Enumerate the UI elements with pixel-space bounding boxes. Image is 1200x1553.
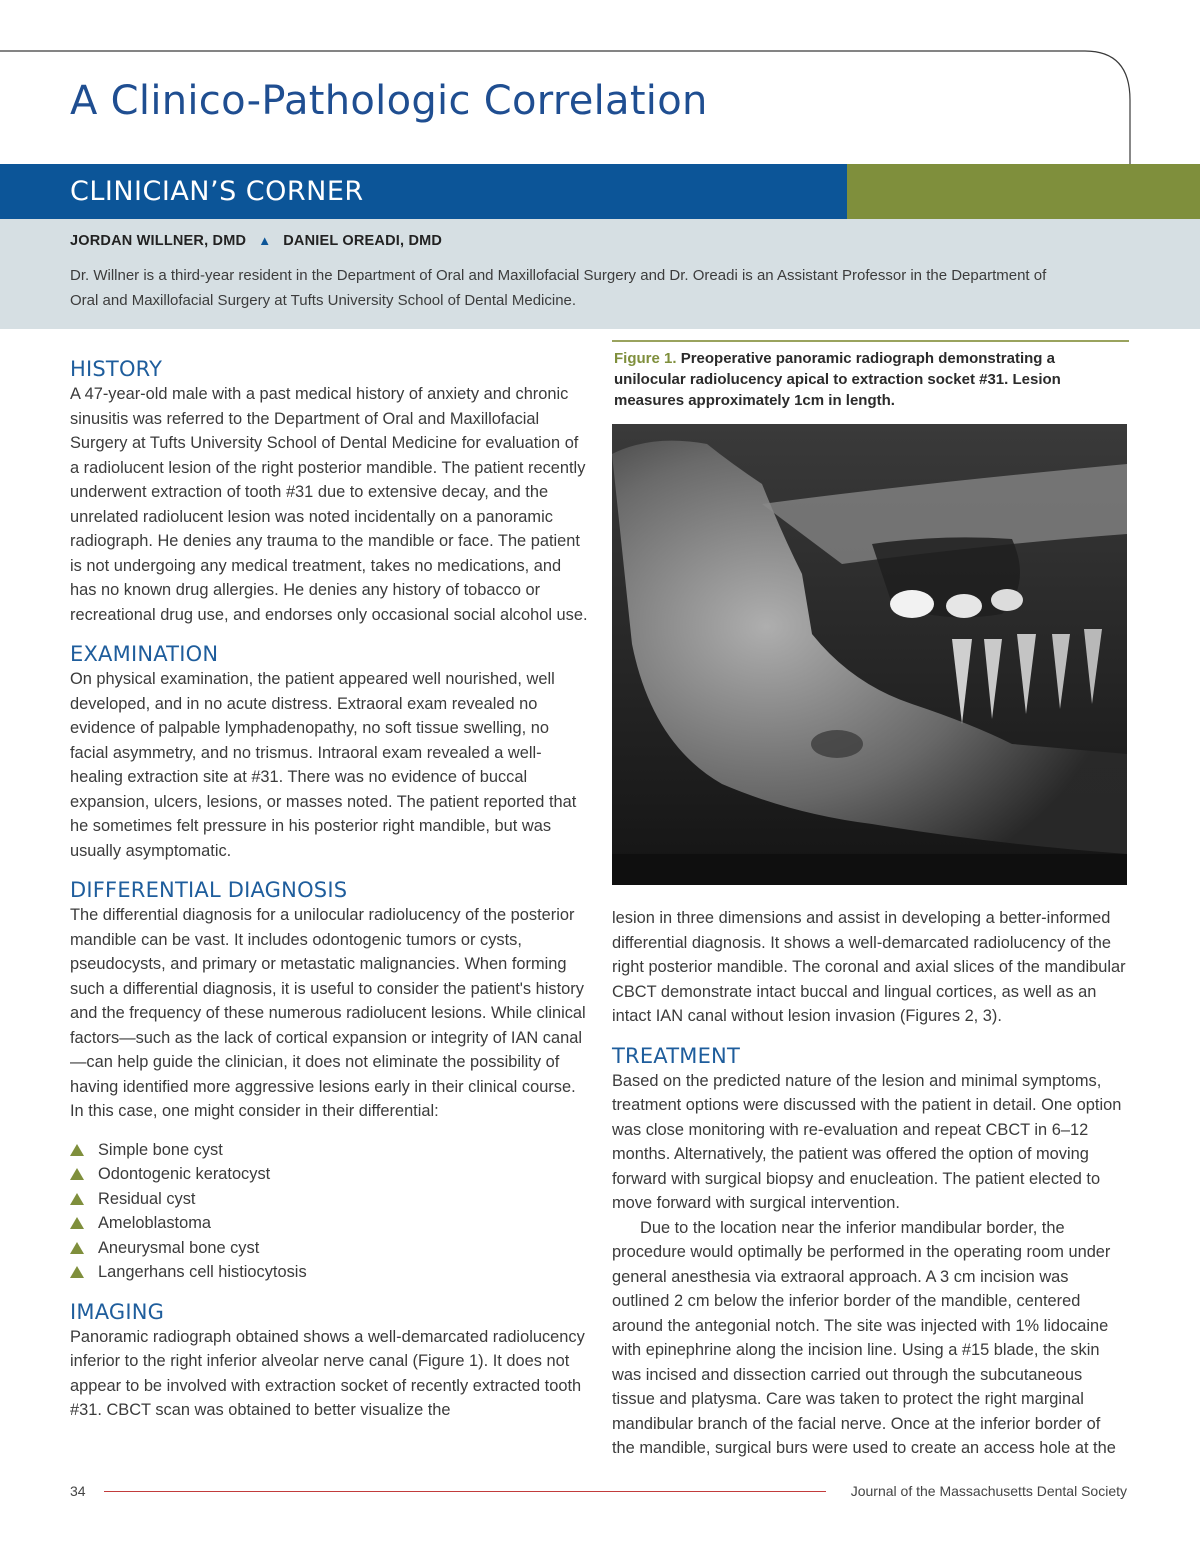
figure-rule [612, 340, 1129, 342]
imaging-heading: IMAGING [70, 1299, 165, 1324]
triangle-separator-icon: ▲ [258, 233, 272, 248]
list-item: Residual cyst [70, 1187, 588, 1212]
imaging-body: Panoramic radiograph obtained shows a well-demarcated radiolucency inferior to the right inferior alveolar nerve canal (Figure 1). It does not appear to be involved with extraction socket of recently extracted tooth #31. CBCT scan was obtained to better visualize the [70, 1327, 585, 1419]
differential-body: The differential diagnosis for a unilocular radiolucency of the posterior mandible can be vast. It includes odontogenic tumors or cysts, pseudocysts, and primary or metastatic malignancies. When forming such a differential diagnosis, it is useful to consider the patient's history and the frequency of these numerous radiolucent lesions. While clinical factors—such as the lack of cortical expansion or integrity of IAN canal—can help guide the clinician, it does not eliminate the possibility of having identified more aggressive lesions early in their clinical course. In this case, one might consider in their differential: [70, 906, 586, 1120]
history-body: A 47-year-old male with a past medical history of anxiety and chronic sinusitis was referred to the Department of Oral and Maxillofacial Surgery at Tufts University School of Dental Medicine for evaluation of a radiolucent lesion of the right posterior mandible. The patient recently underwent extraction of tooth #31 due to extensive decay, and the unrelated radiolucent lesion was noted incidentally on a panoramic radiograph. He denies any trauma to the mandible or face. The patient is not undergoing any medical treatment, takes no medications, and has no known drug allergies. He denies any history of tobacco or recreational drug use, and endorses only occasional social alcohol use. [70, 385, 588, 624]
footer-rule [104, 1491, 826, 1492]
triangle-bullet-icon [70, 1144, 84, 1156]
triangle-bullet-icon [70, 1266, 84, 1278]
list-item: Odontogenic keratocyst [70, 1162, 588, 1187]
history-heading: HISTORY [70, 357, 163, 381]
treatment-paragraph-1: Based on the predicted nature of the lesion and minimal symptoms, treatment options were discussed with the patient in detail. One option was close monitoring with re-evaluation and repeat CBCT in 6–12 months. Alternatively, the patient was offered the option of moving forward with surgical biopsy and enucleation. The patient elected to move forward with surgical intervention. [612, 1071, 1122, 1212]
triangle-bullet-icon [70, 1217, 84, 1229]
section-title: CLINICIAN’S CORNER [70, 176, 364, 207]
list-item: Simple bone cyst [70, 1138, 588, 1163]
author-line [70, 233, 442, 249]
examination-body: On physical examination, the patient appeared well nourished, well developed, and in no acute distress. Extraoral exam revealed no evidence of palpable lymphadenopathy, no soft tissue swelling, no facial asymmetry, and no trismus. Intraoral exam revealed a well-healing extraction site at #31. There was no evidence of buccal expansion, ulcers, lesions, or masses noted. The patient reported that he sometimes felt pressure in his posterior right mandible, but was usually asymptomatic. [70, 670, 577, 860]
list-item: Aneurysmal bone cyst [70, 1236, 588, 1261]
author-name: DANIEL OREADI, DMD [283, 233, 443, 249]
imaging-body-continued: lesion in three dimensions and assist in developing a better-informed differential diagnosis. It shows a well-demarcated radiolucency of the right posterior mandible. The coronal and axial slices of the mandibular CBCT demonstrate intact buccal and lingual cortices, as well as an intact IAN canal without lesion invasion (Figures 2, 3). [612, 909, 1126, 1025]
journal-name: Journal of the Massachusetts Dental Society [850, 1483, 1127, 1499]
treatment-paragraph-2: Due to the location near the inferior mandibular border, the procedure would optimally be performed in the operating room under general anesthesia via extraoral approach. A 3 cm incision was outlined 2 cm below the inferior border of the mandible, centered around the antegonial notch. The site was injected with 1% lidocaine with epinephrine along the incision line. Using a #15 blade, the skin was incised and dissection carried out through the subcutaneous tissue and platysma. Care was taken to protect the right marginal mandibular branch of the facial nerve. Once at the inferior border of the mandible, surgical burs were used to create an access hole at the [612, 1218, 1116, 1457]
right-column [612, 906, 1127, 1461]
panoramic-radiograph-image [612, 424, 1127, 885]
author-panel [0, 219, 1200, 329]
triangle-bullet-icon [70, 1242, 84, 1254]
author-name: JORDAN WILLNER, DMD [70, 233, 247, 249]
triangle-bullet-icon [70, 1168, 84, 1180]
figure-caption-text: Preoperative panoramic radiograph demonstrating a unilocular radiolucency apical to extraction socket #31. Lesion measures approximately 1cm in length. [614, 350, 1061, 409]
left-column [70, 356, 588, 1423]
figure-caption [614, 348, 1124, 411]
triangle-bullet-icon [70, 1193, 84, 1205]
differential-heading: DIFFERENTIAL DIAGNOSIS [70, 878, 348, 902]
section-band-green [847, 164, 1200, 219]
page-title: A Clinico-Pathologic Correlation [70, 78, 708, 124]
figure-label: Figure 1. [614, 350, 677, 367]
author-affiliation: Dr. Willner is a third-year resident in the Department of Oral and Maxillofacial Surgery and Dr. Oreadi is an Assistant Professor in the Department of Oral and Maxillofacial Surgery at Tufts University School of Dental Medicine. [70, 267, 1047, 309]
examination-heading: EXAMINATION [70, 642, 219, 666]
differential-list [70, 1138, 588, 1285]
list-item: Ameloblastoma [70, 1211, 588, 1236]
list-item: Langerhans cell histiocytosis [70, 1260, 588, 1285]
section-band-blue [0, 164, 847, 219]
treatment-heading: TREATMENT [612, 1043, 740, 1068]
section-band [0, 164, 1200, 219]
page-number: 34 [70, 1483, 86, 1499]
